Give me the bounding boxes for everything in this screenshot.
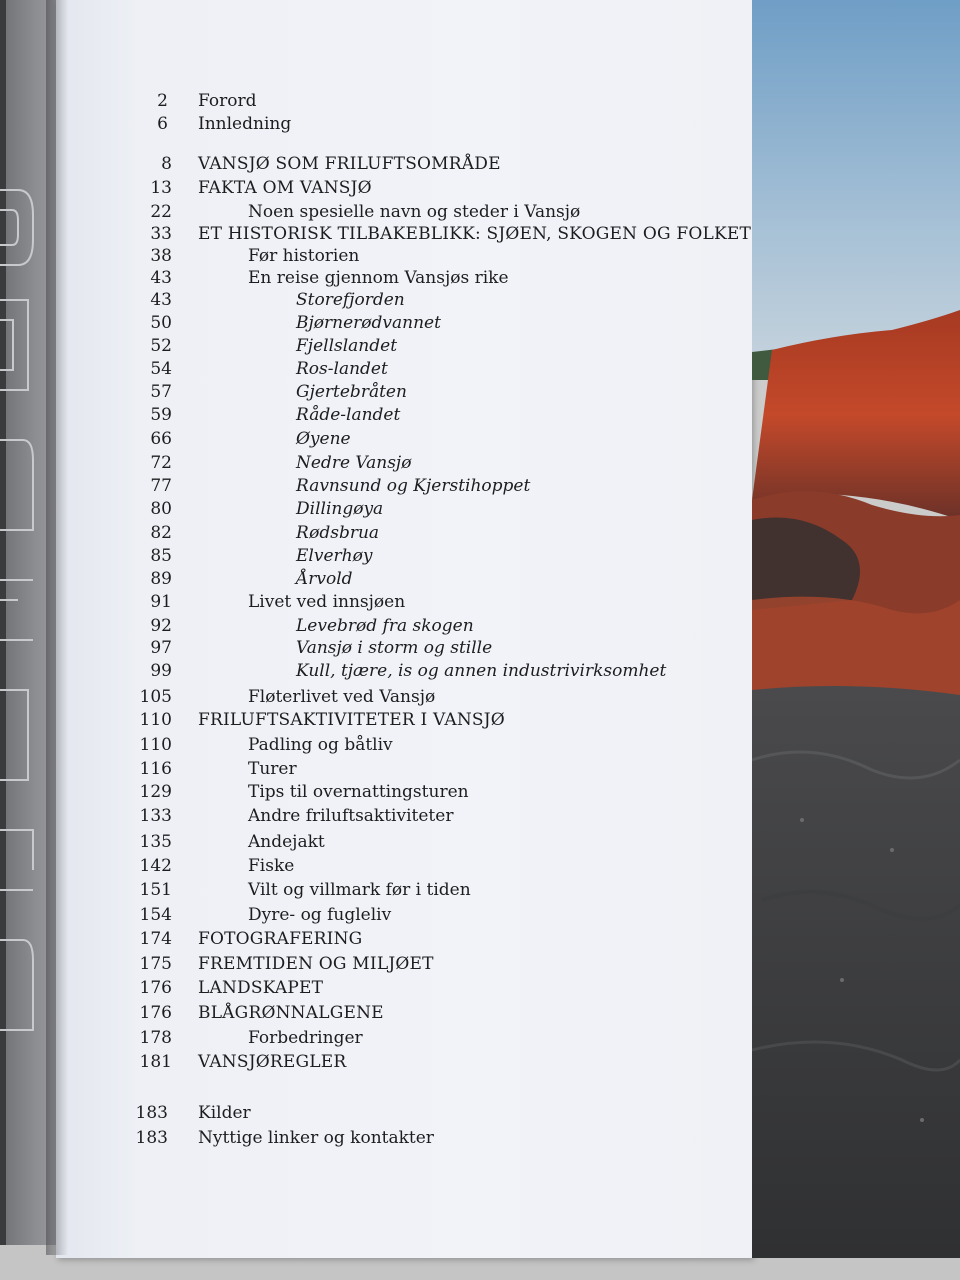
- toc-entry-title: Ros-landet: [296, 359, 388, 379]
- toc-entry-title: FRILUFTSAKTIVITETER I VANSJØ: [198, 710, 505, 730]
- toc-entry: [110, 759, 297, 783]
- toc-entry: [110, 476, 530, 500]
- toc-entry-title: Andejakt: [248, 832, 325, 852]
- toc-page-number: 85: [150, 546, 172, 566]
- toc-page-number: 57: [150, 382, 172, 402]
- toc-entry: [110, 546, 372, 570]
- toc-entry-title: Padling og båtliv: [248, 735, 393, 755]
- toc-page-number: 183: [135, 1103, 168, 1123]
- toc-page-number: 135: [139, 832, 172, 852]
- toc-entry-title: Årvold: [296, 569, 353, 589]
- toc-entry-title: Kilder: [198, 1103, 251, 1123]
- toc-page-number: 82: [150, 523, 172, 543]
- toc-page-number: 66: [150, 429, 172, 449]
- toc-page-number: 174: [139, 929, 172, 949]
- toc-entry-title: Dillingøya: [296, 499, 384, 519]
- toc-page-number: 43: [150, 268, 172, 288]
- toc-entry-title: FOTOGRAFERING: [198, 929, 363, 949]
- toc-entry: [110, 929, 362, 953]
- toc-entry-title: Rødsbrua: [296, 523, 380, 543]
- toc-entry: [110, 1052, 346, 1076]
- toc-entry-title: Elverhøy: [296, 546, 373, 566]
- toc-entry-title: Ravnsund og Kjerstihoppet: [296, 476, 531, 496]
- toc-entry-title: FREMTIDEN OG MILJØET: [198, 954, 434, 974]
- toc-page-number: 105: [139, 687, 172, 707]
- toc-entry-title: Nedre Vansjø: [296, 453, 412, 473]
- toc-entry: [110, 954, 434, 978]
- toc-page-number: 13: [150, 178, 172, 198]
- toc-entry-title: Andre friluftsaktiviteter: [248, 806, 454, 826]
- toc-entry: [110, 246, 359, 270]
- toc-page-number: 22: [150, 202, 172, 222]
- toc-entry: [110, 382, 407, 406]
- toc-page-number: 59: [150, 405, 172, 425]
- toc-page-number: 77: [150, 476, 172, 496]
- toc-page-number: 43: [150, 290, 172, 310]
- toc-entry-title: Fløterlivet ved Vansjø: [248, 687, 436, 707]
- toc-entry: [110, 1028, 363, 1052]
- toc-entry: [110, 523, 379, 547]
- toc-entry: [110, 880, 471, 904]
- toc-entry-title: Tips til overnattingsturen: [248, 782, 469, 802]
- toc-entry: [110, 359, 388, 383]
- toc-page-number: 8: [161, 154, 172, 174]
- toc-page-number: 129: [139, 782, 172, 802]
- toc-entry: [110, 782, 469, 806]
- toc-entry-title: Dyre- og fugleliv: [248, 905, 392, 925]
- toc-page-number: 33: [150, 224, 172, 244]
- toc-page-number: 176: [139, 978, 172, 998]
- toc-entry: [110, 405, 400, 429]
- toc-entry: [110, 499, 383, 523]
- toc-entry: [110, 91, 256, 115]
- toc-page-number: 97: [150, 638, 172, 658]
- toc-page-number: 142: [139, 856, 172, 876]
- toc-entry-title: Kull, tjære, is og annen industrivirksomhet: [296, 661, 667, 681]
- toc-entry-title: Noen spesielle navn og steder i Vansjø: [248, 202, 581, 222]
- toc-entry-title: Vilt og villmark før i tiden: [248, 880, 471, 900]
- toc-entry-title: Fjellslandet: [296, 336, 398, 356]
- toc-entry-title: Vansjø i storm og stille: [296, 638, 493, 658]
- toc-page-number: 116: [139, 759, 172, 779]
- toc-entry: [110, 1103, 251, 1127]
- toc-entry-title: Turer: [248, 759, 297, 779]
- toc-entry-title: LANDSKAPET: [198, 978, 324, 998]
- toc-entry: [110, 336, 397, 360]
- toc-entry: [110, 832, 325, 856]
- toc-page-number: 54: [150, 359, 172, 379]
- toc-page-number: 2: [157, 91, 168, 111]
- toc-entry-title: Levebrød fra skogen: [296, 616, 474, 636]
- toc-entry: [110, 453, 411, 477]
- toc-entry: [110, 687, 435, 711]
- toc-entry: [110, 616, 474, 640]
- toc-entry-title: En reise gjennom Vansjøs rike: [248, 268, 509, 288]
- toc-entry-title: Nyttige linker og kontakter: [198, 1128, 434, 1148]
- toc-entry: [110, 710, 505, 734]
- toc-entry-title: Forord: [198, 91, 257, 111]
- toc-page-number: 72: [150, 453, 172, 473]
- toc-page-number: 178: [139, 1028, 172, 1048]
- toc-entry: [110, 905, 391, 929]
- toc-page-number: 91: [150, 592, 172, 612]
- toc-entry-title: Innledning: [198, 114, 292, 134]
- toc-page-number: 154: [139, 905, 172, 925]
- toc-entry: [110, 735, 393, 759]
- toc-entry: [110, 1003, 384, 1027]
- toc-page-number: 181: [139, 1052, 172, 1072]
- toc-entry: [110, 978, 323, 1002]
- toc-entry: [110, 856, 294, 880]
- toc-entry-title: Før historien: [248, 246, 360, 266]
- toc-page-number: 52: [150, 336, 172, 356]
- toc-entry: [110, 661, 666, 685]
- toc-entry-title: VANSJØREGLER: [198, 1052, 347, 1072]
- toc-entry-title: Storefjorden: [296, 290, 405, 310]
- toc-entry: [110, 268, 509, 292]
- toc-entry-title: Forbedringer: [248, 1028, 363, 1048]
- toc-page-number: 110: [139, 710, 172, 730]
- toc-page-number: 92: [150, 616, 172, 636]
- toc-entry-title: Øyene: [296, 429, 351, 449]
- toc-page-number: 99: [150, 661, 172, 681]
- toc-entry: [110, 806, 453, 830]
- toc-page-number: 175: [139, 954, 172, 974]
- toc-entry: [110, 569, 353, 593]
- toc-entry: [110, 224, 751, 248]
- toc-page-number: 110: [139, 735, 172, 755]
- toc-entry: [110, 154, 501, 178]
- toc-entry: [110, 114, 291, 138]
- toc-page-number: 38: [150, 246, 172, 266]
- toc-page-number: 183: [135, 1128, 168, 1148]
- toc-entry-title: FAKTA OM VANSJØ: [198, 178, 372, 198]
- toc-page-number: 80: [150, 499, 172, 519]
- toc-entry: [110, 290, 405, 314]
- toc-entry-title: Bjørnerødvannet: [296, 313, 441, 333]
- toc-entry: [110, 592, 405, 616]
- toc-entry-title: BLÅGRØNNALGENE: [198, 1003, 384, 1023]
- toc-page-number: 89: [150, 569, 172, 589]
- toc-page-number: 50: [150, 313, 172, 333]
- toc-entry: [110, 313, 441, 337]
- toc-entry: [110, 178, 372, 202]
- toc-entry: [110, 638, 492, 662]
- toc-entry: [110, 202, 580, 226]
- toc-entry-title: VANSJØ SOM FRILUFTSOMRÅDE: [198, 154, 501, 174]
- toc-page-number: 176: [139, 1003, 172, 1023]
- toc-entry: [110, 429, 351, 453]
- toc-entry-title: Fiske: [248, 856, 295, 876]
- toc-entry-title: ET HISTORISK TILBAKEBLIKK: SJØEN, SKOGEN OG FOLKET: [198, 224, 752, 244]
- toc-page-number: 151: [139, 880, 172, 900]
- toc-entry: [110, 1128, 434, 1152]
- toc-entry-title: Råde-landet: [296, 405, 401, 425]
- toc-page-number: 133: [139, 806, 172, 826]
- toc-entry-title: Gjertebråten: [296, 382, 407, 402]
- toc-entry-title: Livet ved innsjøen: [248, 592, 406, 612]
- toc-page-number: 6: [157, 114, 168, 134]
